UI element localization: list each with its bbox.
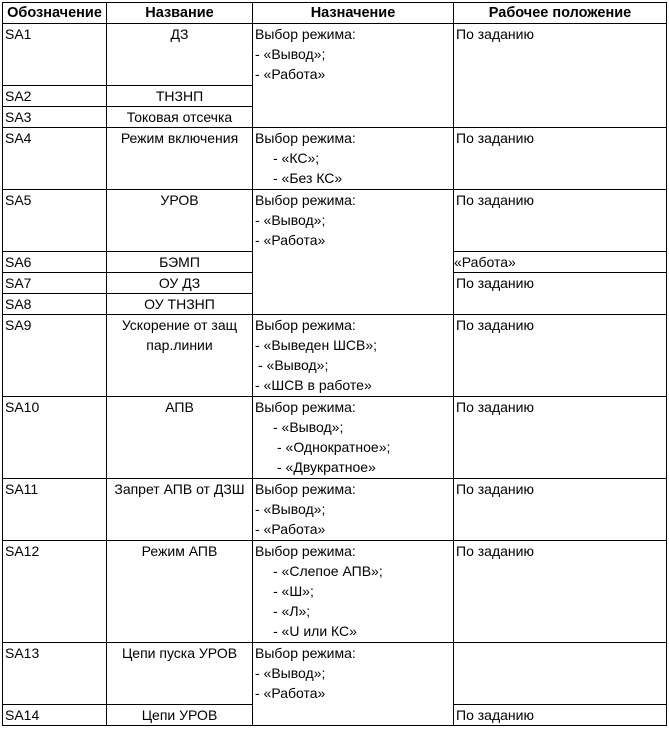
designation-cell: SA7	[3, 273, 107, 294]
designation-cell: SA9	[3, 315, 107, 397]
designation-cell: SA4	[3, 128, 107, 190]
name-cell: ДЗ	[107, 24, 253, 86]
name-cell: ОУ ТНЗНП	[107, 294, 253, 315]
designation-cell: SA8	[3, 294, 107, 315]
name-cell: Токовая отсечка	[107, 107, 253, 128]
table-row	[3, 315, 667, 397]
table-row	[3, 479, 667, 541]
purpose-cell: Выбор режима: - «Вывод»; - «Работа»	[253, 479, 454, 541]
designation-cell: SA3	[3, 107, 107, 128]
name-cell: Цепи УРОВ	[107, 705, 253, 726]
position-cell: По заданию	[454, 705, 667, 726]
purpose-cell: Выбор режима: - «Слепое АПВ»; - «Ш»; - «Л»; - «U или КС»	[253, 541, 454, 643]
purpose-cell: Выбор режима: - «КС»; - «Без КС»	[253, 128, 454, 190]
name-cell: ТНЗНП	[107, 86, 253, 107]
designation-cell: SA11	[3, 479, 107, 541]
position-cell: По заданию	[454, 24, 667, 128]
table-row	[3, 128, 667, 190]
name-cell: Цепи пуска УРОВ	[107, 643, 253, 705]
name-cell: Ускорение от защ пар.линии	[107, 315, 253, 397]
purpose-cell: Выбор режима: - «Выведен ШСВ»; - «Вывод»; - «ШСВ в работе»	[253, 315, 454, 397]
name-cell: АПВ	[107, 397, 253, 479]
position-cell: По заданию	[454, 541, 667, 643]
header-name: Название	[107, 3, 253, 24]
designation-cell: SA2	[3, 86, 107, 107]
designation-cell: SA12	[3, 541, 107, 643]
purpose-cell: Выбор режима: - «Вывод»; - «Однократное»; - «Двукратное»	[253, 397, 454, 479]
position-cell: По заданию	[454, 190, 667, 252]
position-cell	[454, 643, 667, 705]
position-cell: По заданию	[454, 273, 667, 315]
name-cell: Режим АПВ	[107, 541, 253, 643]
name-cell: Режим включения	[107, 128, 253, 190]
table-row	[3, 397, 667, 479]
header-position: Рабочее положение	[454, 3, 667, 24]
purpose-cell: Выбор режима: - «Вывод»; - «Работа»	[253, 643, 454, 726]
purpose-cell: Выбор режима: - «Вывод»; - «Работа»	[253, 190, 454, 315]
position-cell: По заданию	[454, 479, 667, 541]
position-cell: По заданию	[454, 315, 667, 397]
name-cell: БЭМП	[107, 252, 253, 273]
designation-cell: SA13	[3, 643, 107, 705]
designation-cell: SA6	[3, 252, 107, 273]
designation-cell: SA5	[3, 190, 107, 252]
purpose-cell: Выбор режима: - «Вывод»; - «Работа»	[253, 24, 454, 128]
header-purpose: Назначение	[253, 3, 454, 24]
header-row	[3, 3, 667, 24]
table-row	[3, 24, 667, 86]
name-cell: ОУ ДЗ	[107, 273, 253, 294]
position-cell: По заданию	[454, 128, 667, 190]
table-row	[3, 190, 667, 252]
designation-cell: SA1	[3, 24, 107, 86]
position-cell: По заданию	[454, 397, 667, 479]
designation-cell: SA10	[3, 397, 107, 479]
designation-cell: SA14	[3, 705, 107, 726]
name-cell: Запрет АПВ от ДЗШ	[107, 479, 253, 541]
switch-table	[2, 2, 667, 726]
header-designation: Обозначение	[3, 3, 107, 24]
name-cell: УРОВ	[107, 190, 253, 252]
table-row	[3, 541, 667, 643]
position-cell: «Работа»	[454, 252, 667, 273]
table-row	[3, 643, 667, 705]
